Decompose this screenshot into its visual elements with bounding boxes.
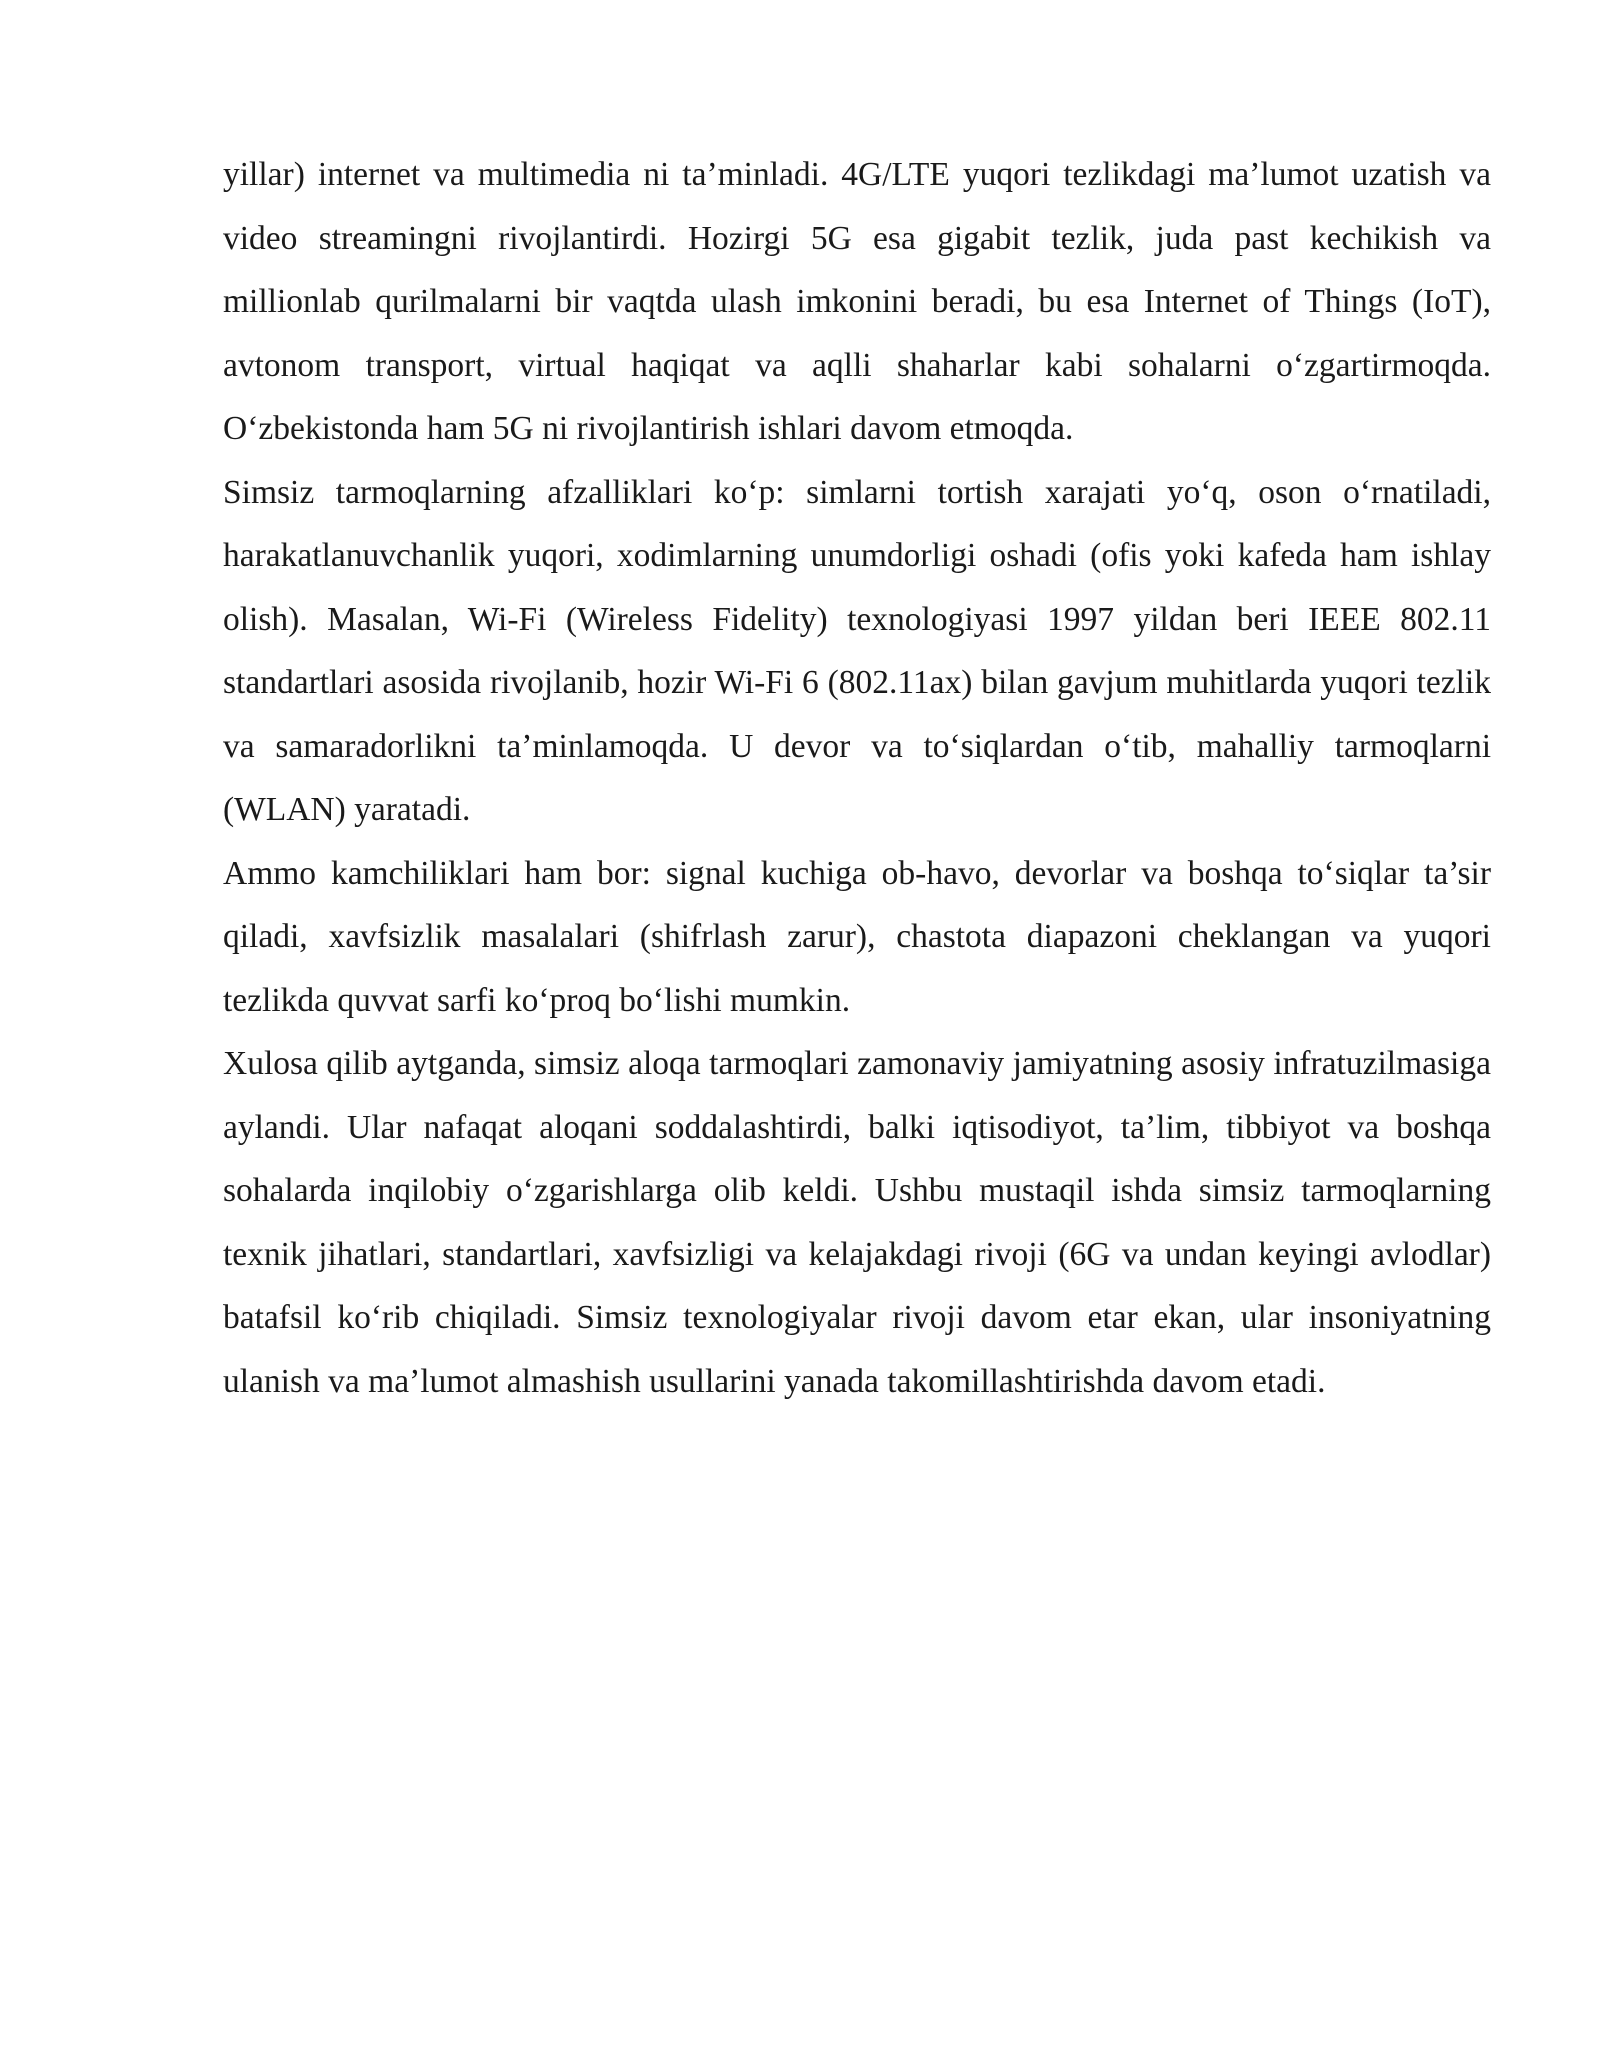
document-body [223, 143, 1491, 1413]
paragraph-mobile-generations: yillar) internet va multimedia ni ta’minladi. 4G/LTE yuqori tezlikdagi ma’lumot uzatish va video streamingni rivojlantirdi. Hozirgi 5G esa gigabit tezlik, juda past kechikish va millionlab qurilmalarni bir vaqtda ulash imkonini beradi, bu esa Internet of Things (IoT), avtonom transport, virtual haqiqat va aqlli shaharlar kabi sohalarni o‘zgartirmoqda. O‘zbekistonda ham 5G ni rivojlantirish ishlari davom etmoqda. [223, 156, 1491, 447]
paragraph-advantages: Simsiz tarmoqlarning afzalliklari ko‘p: simlarni tortish xarajati yo‘q, oson o‘rnatiladi, harakatlanuvchanlik yuqori, xodimlarning unumdorligi oshadi (ofis yoki kafeda ham ishlay olish). Masalan, Wi-Fi (Wireless Fidelity) texnologiyasi 1997 yildan beri IEEE 802.11 standartlari asosida rivojlanib, hozir Wi-Fi 6 (802.11ax) bilan gavjum muhitlarda yuqori tezlik va samaradorlikni ta’minlamoqda. U devor va to‘siqlardan o‘tib, mahalliy tarmoqlarni (WLAN) yaratadi. [223, 473, 1491, 828]
paragraph-conclusion: Xulosa qilib aytganda, simsiz aloqa tarmoqlari zamonaviy jamiyatning asosiy infratuzilmasiga aylandi. Ular nafaqat aloqani soddalashtirdi, balki iqtisodiyot, ta’lim, tibbiyot va boshqa sohalarda inqilobiy o‘zgarishlarga olib keldi. Ushbu mustaqil ishda simsiz tarmoqlarning texnik jihatlari, standartlari, xavfsizligi va kelajakdagi rivoji (6G va undan keyingi avlodlar) batafsil ko‘rib chiqiladi. Simsiz texnologiyalar rivoji davom etar ekan, ular insoniyatning ulanish va ma’lumot almashish usullarini yanada takomillashtirishda davom etadi. [223, 1045, 1491, 1400]
paragraph-disadvantages: Ammo kamchiliklari ham bor: signal kuchiga ob-havo, devorlar va boshqa to‘siqlar ta’sir qiladi, xavfsizlik masalalari (shifrlash zarur), chastota diapazoni cheklangan va yuqori tezlikda quvvat sarfi ko‘proq bo‘lishi mumkin. [223, 854, 1491, 1019]
